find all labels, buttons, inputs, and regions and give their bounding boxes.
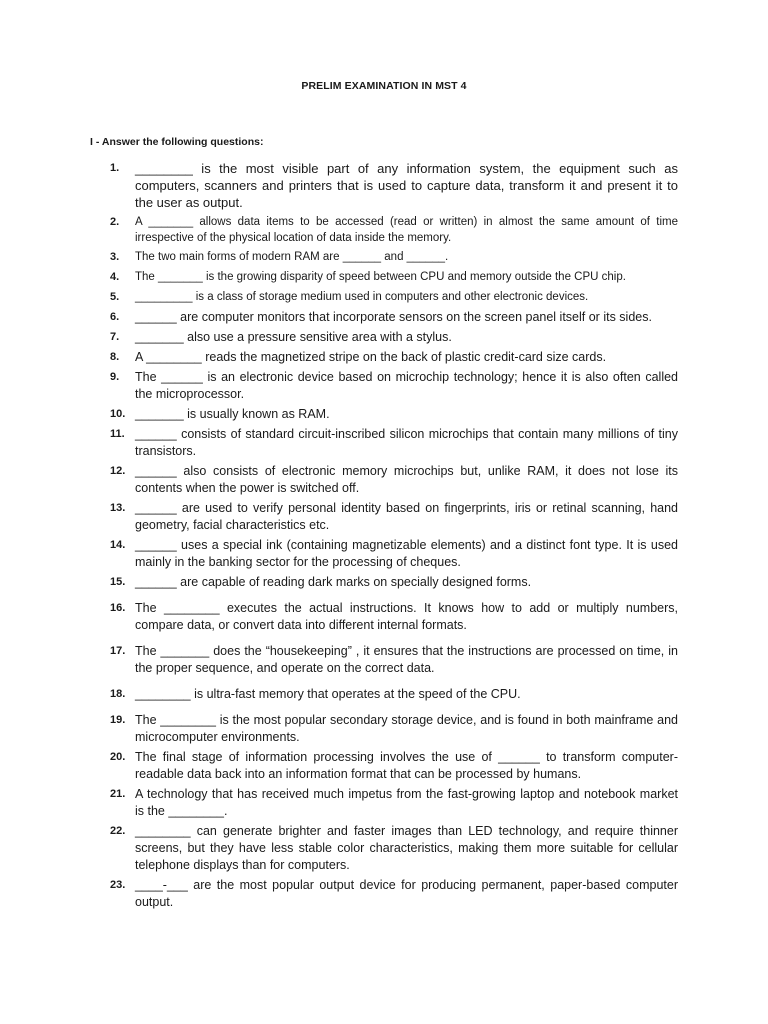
question-number: 8.: [110, 351, 120, 363]
question-item: [110, 500, 678, 534]
question-text: ______ consists of standard circuit-inscribed silicon microchips that contain many millions of tiny transistors.: [135, 427, 678, 458]
question-text: A _______ allows data items to be accessed (read or written) in almost the same amount of time irrespective of the physical location of data inside the memory.: [135, 216, 678, 244]
question-text: The _______ does the “housekeeping” , it ensures that the instructions are processed on time, in the proper sequence, and operate on the correct data.: [135, 644, 678, 675]
question-number: 6.: [110, 311, 120, 323]
question-item: [110, 249, 678, 266]
question-text: ________ is the most visible part of any information system, the equipment such as computers, scanners and printers that is used to capture data, transform it and present it to the user as output.: [135, 161, 678, 210]
page-title: PRELIM EXAMINATION IN MST 4: [301, 80, 467, 92]
question-text: A ________ reads the magnetized stripe on the back of plastic credit-card size cards.: [135, 350, 607, 364]
question-item: [110, 574, 678, 591]
question-text: The _______ is the growing disparity of speed between CPU and memory outside the CPU chip.: [135, 271, 626, 283]
question-number: 23.: [110, 879, 126, 891]
question-number: 17.: [110, 645, 126, 657]
section-heading: I - Answer the following questions:: [90, 136, 264, 148]
question-item: [110, 749, 678, 783]
question-text: _______ is usually known as RAM.: [135, 407, 330, 421]
question-list: [110, 160, 678, 914]
question-item: [110, 712, 678, 746]
question-item: [110, 686, 678, 703]
question-text: _______ also use a pressure sensitive area with a stylus.: [135, 330, 452, 344]
question-text: ______ uses a special ink (containing magnetizable elements) and a distinct font type. It is used mainly in the banking sector for the processing of cheques.: [135, 538, 678, 569]
question-number: 16.: [110, 602, 126, 614]
question-item: [110, 823, 678, 874]
question-text: _________ is a class of storage medium used in computers and other electronic devices.: [135, 291, 589, 303]
question-item: [110, 269, 678, 286]
question-text: The ________ is the most popular secondary storage device, and is found in both mainframe and microcomputer environments.: [135, 713, 678, 744]
question-text: ______ are used to verify personal identity based on fingerprints, iris or retinal scanning, hand geometry, facial characteristics etc.: [135, 501, 678, 532]
question-number: 13.: [110, 502, 126, 514]
question-number: 2.: [110, 216, 120, 228]
question-item: [110, 289, 678, 306]
question-text: ______ are computer monitors that incorporate sensors on the screen panel itself or its sides.: [135, 310, 652, 324]
question-text: The ________ executes the actual instructions. It knows how to add or multiply numbers, compare data, or convert data into different internal formats.: [135, 601, 678, 632]
question-number: 12.: [110, 465, 126, 477]
question-text: ____-___ are the most popular output device for producing permanent, paper-based computer output.: [135, 878, 678, 909]
question-number: 11.: [110, 428, 125, 440]
question-number: 4.: [110, 271, 120, 283]
question-item: [110, 214, 678, 246]
question-number: 20.: [110, 751, 126, 763]
question-item: [110, 463, 678, 497]
question-text: ________ is ultra-fast memory that operates at the speed of the CPU.: [135, 687, 521, 701]
question-text: ________ can generate brighter and faster images than LED technology, and require thinner screens, but they have less stable color characteristics, making them more suitable for cellular telephone displays than for computers.: [135, 824, 678, 872]
question-number: 10.: [110, 408, 126, 420]
question-number: 19.: [110, 714, 126, 726]
question-text: The ______ is an electronic device based on microchip technology; hence it is also often called the microprocessor.: [135, 370, 678, 401]
question-item: [110, 537, 678, 571]
question-number: 18.: [110, 688, 126, 700]
question-item: [110, 160, 678, 211]
question-text: ______ are capable of reading dark marks on specially designed forms.: [135, 575, 532, 589]
question-text: The two main forms of modern RAM are ______ and ______.: [135, 251, 449, 263]
question-number: 15.: [110, 576, 126, 588]
question-item: [110, 877, 678, 911]
question-number: 7.: [110, 331, 120, 343]
question-text: ______ also consists of electronic memory microchips but, unlike RAM, it does not lose its contents when the power is switched off.: [135, 464, 678, 495]
question-item: [110, 600, 678, 634]
question-number: 3.: [110, 251, 120, 263]
question-number: 14.: [110, 539, 126, 551]
question-item: [110, 406, 678, 423]
question-item: [110, 349, 678, 366]
question-text: A technology that has received much impetus from the fast-growing laptop and notebook market is the ________.: [135, 787, 678, 818]
question-item: [110, 426, 678, 460]
question-item: [110, 786, 678, 820]
question-number: 1.: [110, 162, 120, 174]
question-item: [110, 309, 678, 326]
question-number: 21.: [110, 788, 126, 800]
question-text: The final stage of information processing involves the use of ______ to transform computer-readable data back into an information format that can be processed by humans.: [135, 750, 678, 781]
question-item: [110, 643, 678, 677]
question-number: 22.: [110, 825, 126, 837]
question-number: 9.: [110, 371, 120, 383]
question-item: [110, 329, 678, 346]
question-number: 5.: [110, 291, 120, 303]
question-item: [110, 369, 678, 403]
